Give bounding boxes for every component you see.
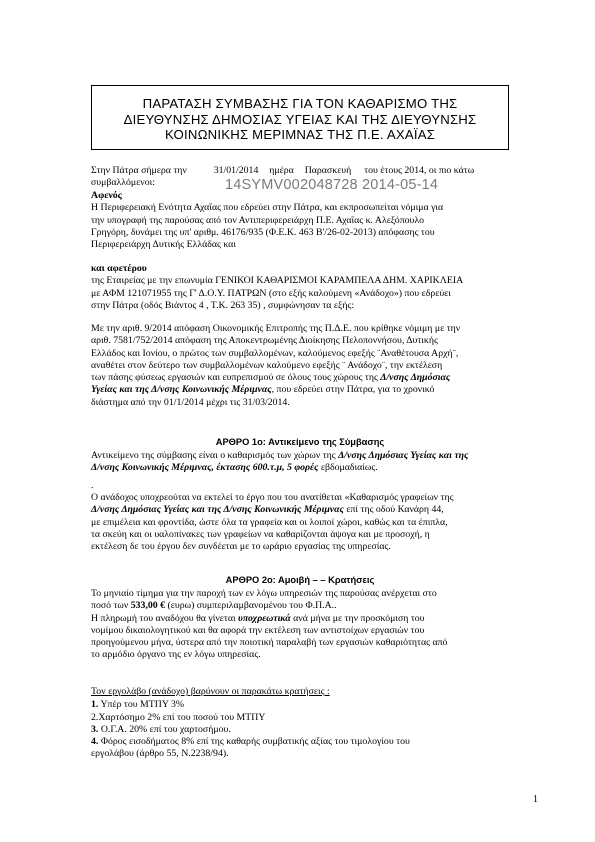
party-a-line-3: Γρηγόρη, δυνάμει της υπ' αριθμ. 46176/935 (Φ.Ε.Κ. 463 Β'/26-02-2013) απόφασης του [91,226,435,238]
party-a-heading: Αφενός [91,190,122,201]
article-1-p2-line-3: με επιμέλεια και φροντίδα, ώστε όλα τα γραφεία και οι λοιποί χώροι, καθώς και τα έπιπλα, [91,516,448,528]
article-1-p2-line-2: Δ/νσης Δημόσιας Υγείας και της Δ/νσης Κοινωνικής Μέριμνας επί της οδού Κανάρη 44, [91,504,444,516]
decision-bold-2: Υγείας και της Δ/νσης Κοινωνικής Μέριμνας [91,384,272,396]
article-2-line-2: ποσό των 533,00 € (ευρω) συμπεριλαμβανομένου του Φ.Π.Α.. [91,600,337,612]
article-2-heading: ΑΡΘΡΟ 2ο: Αμοιβή – – Κρατήσεις [225,575,375,585]
contract-day: Παρασκευή [304,165,352,176]
deduction-item-3: 3. Ο.Γ.Α. 20% επί του χαρτοσήμου. [91,723,231,735]
contract-date: 31/01/2014 [213,165,259,176]
deduction-item-1: 1. Υπέρ του ΜΤΠΥ 3% [91,699,185,711]
article-2-line-5: προηγούμενου μήνα, ύστερα από την ποιοτική παραλαβή των εργασιών καθαριότητας από [91,637,448,649]
intro-line-1 [91,165,509,177]
decision-line-7: διάστημα από την 01/1/2014 μέχρι τις 31/03/2014. [91,396,290,408]
title-line-2: ΔΙΕΥΘΥΝΣΗΣ ΔΗΜΟΣΙΑΣ ΥΓΕΙΑΣ ΚΑΙ ΤΗΣ ΔΙΕΥΘΥΝΣΗΣ [123,111,477,127]
party-b-line-2: με ΑΦΜ 121071955 της Γ' Δ.Ο.Υ. ΠΑΤΡΩΝ (στο εξής καλούμενη «Ανάδοχο») που εδρεύει [91,287,451,299]
deduction-item-4-cont: εργολάβου (άρθρο 55, Ν.2238/94). [91,748,229,760]
monthly-amount: 533,00 € [130,600,166,612]
decision-line-6: Υγείας και της Δ/νσης Κοινωνικής Μέριμνας, που εδρεύει στην Πάτρα, για το χρονικό [91,384,435,396]
title-line-1: ΠΑΡΑΤΑΣΗ ΣΥΜΒΑΣΗΣ ΓΙΑ ΤΟΝ ΚΑΘΑΡΙΣΜΟ ΤΗΣ [142,96,458,111]
article-2-line-1: Το μηνιαίο τίμημα για την παροχή των εν λόγω υπηρεσιών της παρούσας ανέρχεται στο [91,588,437,599]
party-b-section [91,263,509,312]
article-2-paragraph [91,588,509,662]
article-1-line-2: Δ/νσης Κοινωνικής Μέριμνας, έκτασης 600.τ.μ, 5 φορές εβδομαδιαίως. [91,462,378,474]
deductions-heading: Τον εργολάβο (ανάδοχο) βαρύνουν οι παρακάτω κρατήσεις : [91,686,330,697]
article-2-line-3: Η πληρωμή του αναδόχου θα γίνεται υποχρεωτικά ανά μήνα με την προσκόμιση του [91,612,425,624]
article-1-paragraph-2 [91,492,509,553]
article-1-dot: . [91,479,94,491]
title-line-3: ΚΟΙΝΩΝΙΚΗΣ ΜΕΡΙΜΝΑΣ ΤΗΣ Π.Ε. ΑΧΑΪΑΣ [164,127,436,142]
decision-line-4: αναθέτει στον δεύτερο των συμβαλλομένων καλούμενο εφεξής ¨ Ανάδοχο¨, την εκτέλεση [91,359,443,371]
decision-paragraph [91,323,509,409]
article-1-p2-line-5: εκτέλεση δε του έργου δεν συνδέεται με το ωράριο εργασίας της υπηρεσίας. [91,541,391,553]
intro-text-a: Στην Πάτρα σήμερα την [91,165,187,176]
party-b-line-1: της Εταιρείας με την επωνυμία ΓΕΝΙΚΟΙ ΚΑΘΑΡΙΣΜΟΙ ΚΑΡΑΜΠΕΛΑ ΔΗΜ. ΧΑΡΙΚΛΕΙΑ [91,275,464,287]
decision-line-3: Ελλάδος και Ιονίου, ο πρώτος των συμβαλλομένων, καλούμενος εφεξής ¨Αναθέτουσα Αρχή¨, [91,347,459,359]
article-1-line-1: Αντικείμενο της σύμβασης είναι ο καθαρισμός των χώρων της Δ/νσης Δημόσιας Υγείας και της [91,450,469,461]
article-1-paragraph [91,450,509,492]
decision-line-1: Με την αριθ. 9/2014 απόφαση Οικονομικής Επιτροπής της Π.Δ.Ε. που κρίθηκε νόμιμη με την [91,323,461,334]
deduction-item-4: 4. Φόρος εισοδήματος 8% επί της καθαρής συμβατικής αξίας του τιμολογίου του [91,736,410,748]
intro-text-c: του έτους 2014, οι πιο κάτω [364,165,475,176]
article-1-p2-line-1: Ο ανάδοχος υποχρεούται να εκτελεί το έργο που του ανατίθεται «Καθαρισμός γραφείων της [91,492,454,503]
article-2-line-6: το αρμόδιο όργανο της εν λόγω υπηρεσίας. [91,649,261,661]
party-a-section [91,190,509,251]
title-box [91,85,509,150]
article-1-heading: ΑΡΘΡΟ 1ο: Αντικείμενο της Σύμβασης [215,437,385,447]
intro-text-b: ημέρα [269,165,294,176]
party-b-line-3: στην Πάτρα (οδός Βιάντος 4 , Τ.Κ. 263 35) , συμφώνησαν τα εξής: [91,299,355,311]
ada-stamp: 14SYMV002048728 2014-05-14 [225,177,439,193]
decision-line-2: αριθ. 7581/752/2014 απόφαση της Αποκεντρωμένης Διοίκησης Πελοποννήσου, Δυτικής [91,335,438,347]
party-a-line-4: Περιφερειάρχη Δυτικής Ελλάδας και [91,239,236,251]
decision-line-5: των πάσης φύσεως εργασιών και ευπρεπισμού σε όλους τους χώρους της Δ/νσης Δημόσιας [91,372,451,384]
deductions-section [91,686,509,761]
decision-bold-1: Δ/νσης Δημόσιας [380,372,451,384]
party-a-line-2: την υπογραφή της παρούσας από τον Αντιπεριφερειάρχη Π.Ε. Αχαΐας κ. Αλεξόπουλο [91,214,425,226]
deduction-item-2: 2.Χαρτόσημο 2% επί του ποσού του ΜΤΠΥ [91,711,266,723]
intro-line-2: συμβαλλόμενοι: [91,177,155,189]
party-b-heading: και αφετέρου [91,263,147,274]
party-a-line-1: Η Περιφερειακή Ενότητα Αχαΐας που εδρεύει στην Πάτρα, και εκπροσωπείται νόμιμα για [91,202,444,214]
page-number: 1 [533,794,538,805]
article-1-p2-line-4: τα σκεύη και οι υαλοπίνακες των γραφείων να καθαρίζονται άψογα και με προσοχή, η [91,528,430,540]
article-2-line-4: νομίμου δικαιολογητικού και θα αφορά την εκτέλεση των αντιστοίχων εργασιών του [91,624,425,636]
